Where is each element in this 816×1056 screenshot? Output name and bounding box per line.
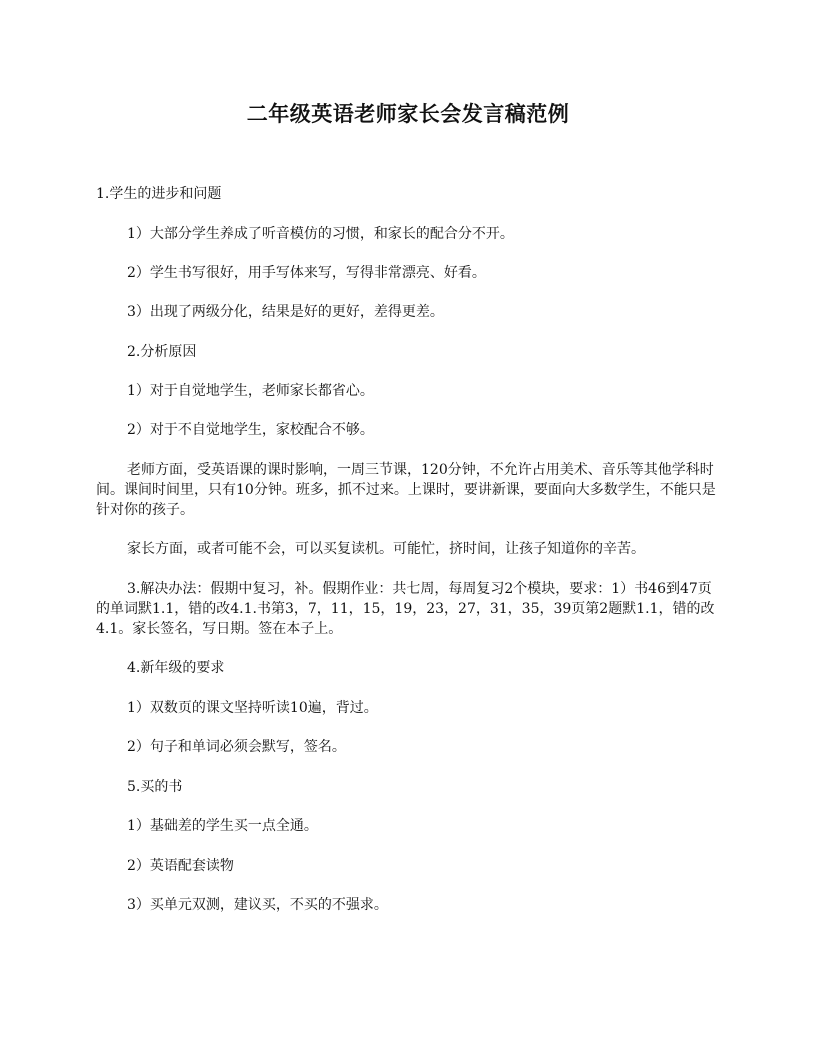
list-item: 2）英语配套读物 <box>127 858 234 874</box>
section-heading-2: 2.分析原因 <box>127 344 197 360</box>
list-item: 1）基础差的学生买一点全通。 <box>127 818 318 834</box>
body-paragraph-teacher: 老师方面，受英语课的课时影响，一周三节课，120分钟，不允许占用美术、音乐等其他学科时间。课间时间里，只有10分钟。班多，抓不过来。上课时，要讲新课，要面向大多数学生，不能只是针对你的孩子。 <box>96 462 716 518</box>
list-item: 1）大部分学生养成了听音模仿的习惯，和家长的配合分不开。 <box>127 226 514 242</box>
list-item: 2）对于不自觉地学生，家校配合不够。 <box>127 422 374 438</box>
body-paragraph-parent: 家长方面，或者可能不会，可以买复读机。可能忙，挤时间，让孩子知道你的辛苦。 <box>127 541 645 557</box>
list-item: 1）双数页的课文坚持听读10遍，背过。 <box>127 700 378 716</box>
list-item: 3）买单元双测，建议买，不买的不强求。 <box>127 897 388 913</box>
list-item: 2）句子和单词必须会默写，签名。 <box>127 739 346 755</box>
list-item: 1）对于自觉地学生，老师家长都省心。 <box>127 383 374 399</box>
list-item: 3）出现了两级分化，结果是好的更好，差得更差。 <box>127 304 444 320</box>
section-heading-5: 5.买的书 <box>127 779 183 795</box>
section-heading-1: 1.学生的进步和问题 <box>96 186 222 202</box>
document-title: 二年级英语老师家长会发言稿范例 <box>246 101 570 126</box>
list-item: 2）学生书写很好，用手写体来写，写得非常漂亮、好看。 <box>127 265 486 281</box>
section-heading-3: 3.解决办法：假期中复习，补。假期作业：共七周，每周复习2个模块，要求：1）书46到47页的单词默1.1，错的改4.1.书第3，7，11，15，19，23，27，31，35，39页第2题默1.1，错的改4.1。家长签名，写日期。签在本子上。 <box>96 581 715 637</box>
section-heading-4: 4.新年级的要求 <box>127 660 225 676</box>
